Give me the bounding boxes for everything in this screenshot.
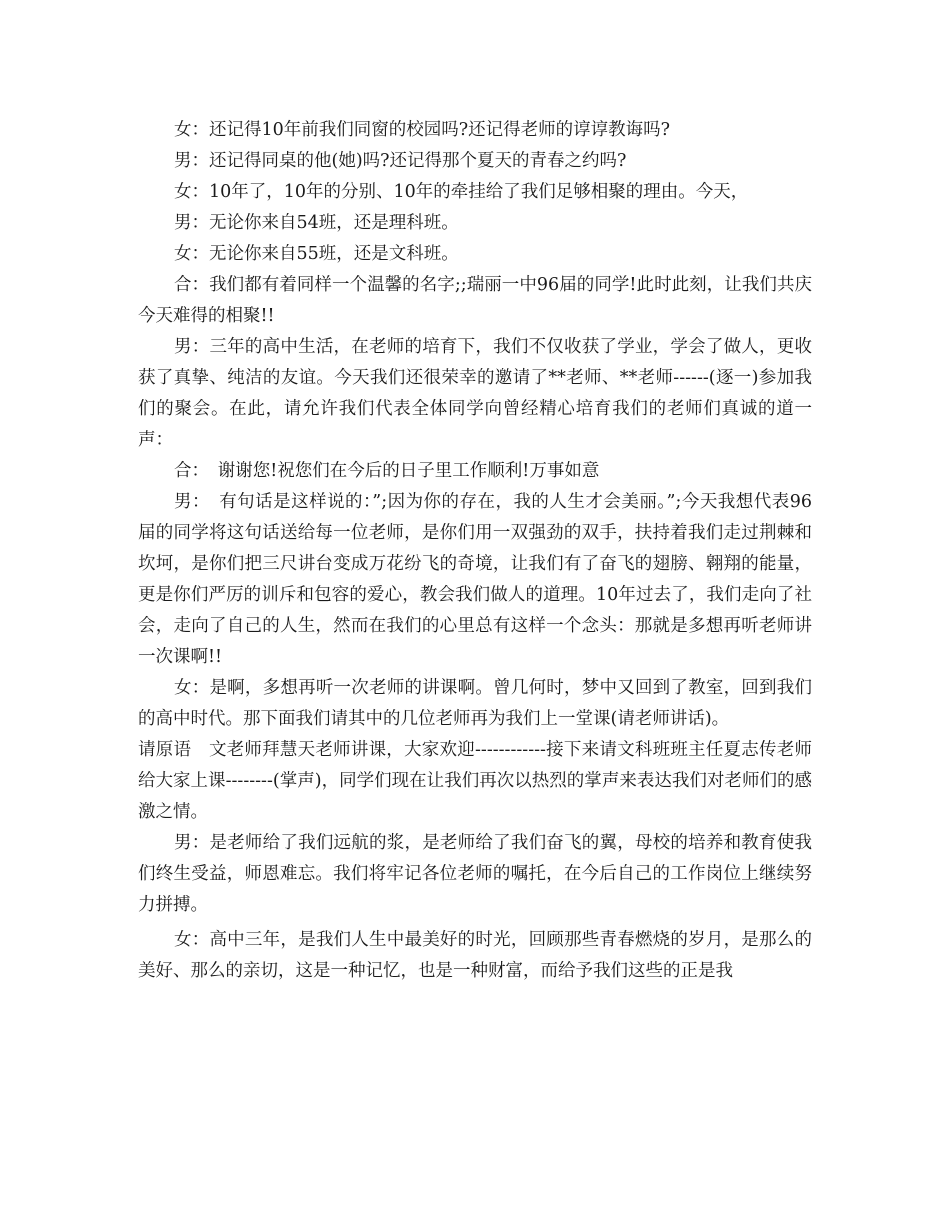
paragraph-3: 女：10年了，10年的分别、10年的牵挂给了我们足够相聚的理由。今天， bbox=[174, 182, 749, 202]
paragraph-5: 女：无论你来自55班，还是文科班。 bbox=[174, 244, 459, 264]
paragraph-8: 合： 谢谢您!祝您们在今后的日子里工作顺利!万事如意 bbox=[174, 461, 600, 481]
paragraph-11: 请原语 文老师拜慧天老师讲课，大家欢迎------------接下来请文科班班主任夏志传老师给大家上课--------(掌声)，同学们现在让我们再次以热烈的掌声来表达我们对老师们的感激之情。 bbox=[138, 740, 812, 822]
paragraph-13: 女：高中三年，是我们人生中最美好的时光，回顾那些青春燃烧的岁月，是那么的美好、那么的亲切，这是一种记忆，也是一种财富，而给予我们这些的正是我 bbox=[138, 930, 812, 981]
paragraph-12: 男：是老师给了我们远航的浆，是老师给了我们奋飞的翼，母校的培养和教育使我们终生受益，师恩难忘。我们将牢记各位老师的嘱托，在今后自己的工作岗位上继续努力拼搏。 bbox=[138, 833, 812, 915]
paragraph-1: 女：还记得10年前我们同窗的校园吗?还记得老师的谆谆教诲吗? bbox=[174, 120, 671, 140]
paragraph-9: 男： 有句话是这样说的：”;因为你的存在，我的人生才会美丽。”;今天我想代表96届的同学将这句话送给每一位老师，是你们用一双强劲的双手，扶持着我们走过荆棘和坎坷，是你们把三尺讲台变成万花纷飞的奇境，让我们有了奋飞的翅膀、翱翔的能量，更是你们严厉的训斥和包容的爱心，教会我们做人的道理。10年过去了，我们走向了社会，走向了自己的人生，然而在我们的心里总有这样一个念头：那就是多想再听老师讲一次课啊!! bbox=[138, 492, 812, 667]
paragraph-4: 男：无论你来自54班，还是理科班。 bbox=[174, 213, 459, 233]
paragraph-10: 女：是啊，多想再听一次老师的讲课啊。曾几何时，梦中又回到了教室，回到我们的高中时代。那下面我们请其中的几位老师再为我们上一堂课(请老师讲话)。 bbox=[138, 678, 812, 729]
paragraph-2: 男：还记得同桌的他(她)吗?还记得那个夏天的青春之约吗? bbox=[174, 151, 627, 171]
document-body bbox=[138, 115, 812, 987]
paragraph-6: 合：我们都有着同样一个温馨的名字;;瑞丽一中96届的同学!此时此刻，让我们共庆今天难得的相聚!! bbox=[138, 275, 812, 326]
paragraph-7: 男：三年的高中生活，在老师的培育下，我们不仅收获了学业，学会了做人，更收获了真挚、纯洁的友谊。今天我们还很荣幸的邀请了**老师、**老师------(逐一)参加我们的聚会。在此，请允许我们代表全体同学向曾经精心培育我们的老师们真诚的道一声： bbox=[138, 337, 812, 450]
